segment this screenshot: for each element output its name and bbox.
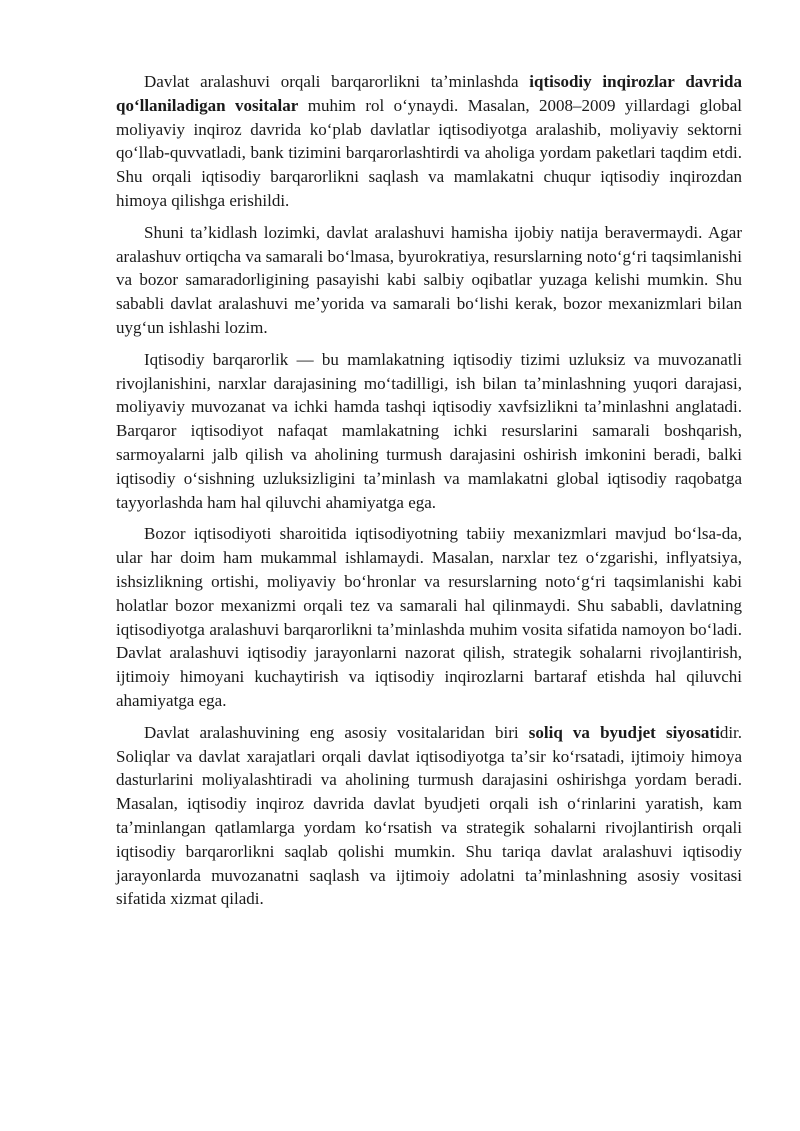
paragraph-5-text-a: Davlat aralashuvining eng asosiy vositalaridan biri: [144, 722, 529, 742]
paragraph-5: [116, 721, 742, 911]
paragraph-3: [116, 348, 742, 515]
paragraph-1: [116, 70, 742, 213]
paragraph-1-bold-term: iqtisodiy inqirozlar davrida qoʻllaniladigan vositalar: [116, 72, 742, 115]
paragraph-1-text-b: muhim rol oʻynaydi. Masalan, 2008–2009 yillardagi global moliyaviy inqiroz davrida koʻplab davlatlar iqtisodiyotga aralashib, moliyaviy sektorni qoʻllab-quvvatladi, bank tizimini barqarorlashtirdi va aholiga yordam paketlari taqdim etdi. Shu orqali iqtisodiy barqarorlikni saqlash va mamlakatni chuqur iqtisodiy inqirozdan himoya qilishga erishildi.: [116, 95, 742, 210]
paragraph-3-text: Iqtisodiy barqarorlik — bu mamlakatning iqtisodiy tizimi uzluksiz va muvozanatli rivojlanishini, narxlar darajasining moʻtadilligi, ish bilan taʼminlashning yuqori darajasi, moliyaviy muvozanat va ichki hamda tashqi iqtisodiy xavfsizlikni taʼminlashni anglatadi. Barqaror iqtisodiyot nafaqat mamlakatning ichki resurslarini samarali boshqarish, sarmoyalarni jalb qilish va aholining turmush darajasini oshirish imkonini beradi, balki iqtisodiy oʻsishning uzluksizligini taʼminlash va mamlakatni global iqtisodiy raqobatga tayyorlashda ham hal qiluvchi ahamiyatga ega.: [116, 349, 742, 512]
paragraph-4-text: Bozor iqtisodiyoti sharoitida iqtisodiyotning tabiiy mexanizmlari mavjud boʻlsa-da, ular har doim ham mukammal ishlamaydi. Masalan, narxlar tez oʻzgarishi, inflyatsiya, ishsizlikning ortishi, moliyaviy boʻhronlar va resurslarning notoʻgʻri taqsimlanishi kabi holatlar bozor mexanizmi orqali tez va samarali hal qilinmaydi. Shu sababli, davlatning iqtisodiyotga aralashuvi barqarorlikni taʼminlashda muhim vosita sifatida namoyon boʻladi. Davlat aralashuvi iqtisodiy jarayonlarni nazorat qilish, strategik sohalarni rivojlantirish, ijtimoiy himoyani kuchaytirish va iqtisodiy inqirozlarni bartaraf etishda hal qiluvchi ahamiyatga ega.: [116, 524, 742, 710]
paragraph-5-text-b: dir. Soliqlar va davlat xarajatlari orqali davlat iqtisodiyotga taʼsir koʻrsatadi, ijtimoiy himoya dasturlarini moliyalashtiradi va aholining turmush darajasini oshirishga yordam beradi. Masalan, iqtisodiy inqiroz davrida davlat byudjeti orqali ish oʻrinlarini yaratish, kam taʼminlangan qatlamlarga yordam koʻrsatish va strategik sohalarni rivojlantirish orqali iqtisodiy barqarorlikni saqlab qolishi mumkin. Shu tariqa davlat aralashuvi iqtisodiy jarayonlarda muvozanatni saqlash va ijtimoiy adolatni taʼminlashning asosiy vositasi sifatida xizmat qiladi.: [116, 722, 743, 909]
paragraph-4: [116, 522, 742, 712]
paragraph-1-text-a: Davlat aralashuvi orqali barqarorlikni taʼminlashda: [144, 72, 530, 91]
paragraph-2-text: Shuni taʼkidlash lozimki, davlat aralashuvi hamisha ijobiy natija beravermaydi. Agar aralashuv ortiqcha va samarali boʻlmasa, byurokratiya, resurslarning notoʻgʻri taqsimlanishi va bozor samaradorligining pasayishi kabi salbiy oqibatlar yuzaga kelishi mumkin. Shu sababli davlat aralashuvi meʼyorida va samarali boʻlishi kerak, bozor mexanizmlari bilan uygʻun ishlashi lozim.: [116, 222, 742, 337]
document-body: [116, 70, 742, 919]
paragraph-2: [116, 221, 742, 340]
paragraph-5-bold-term: soliq va byudjet siyosati: [528, 722, 720, 742]
